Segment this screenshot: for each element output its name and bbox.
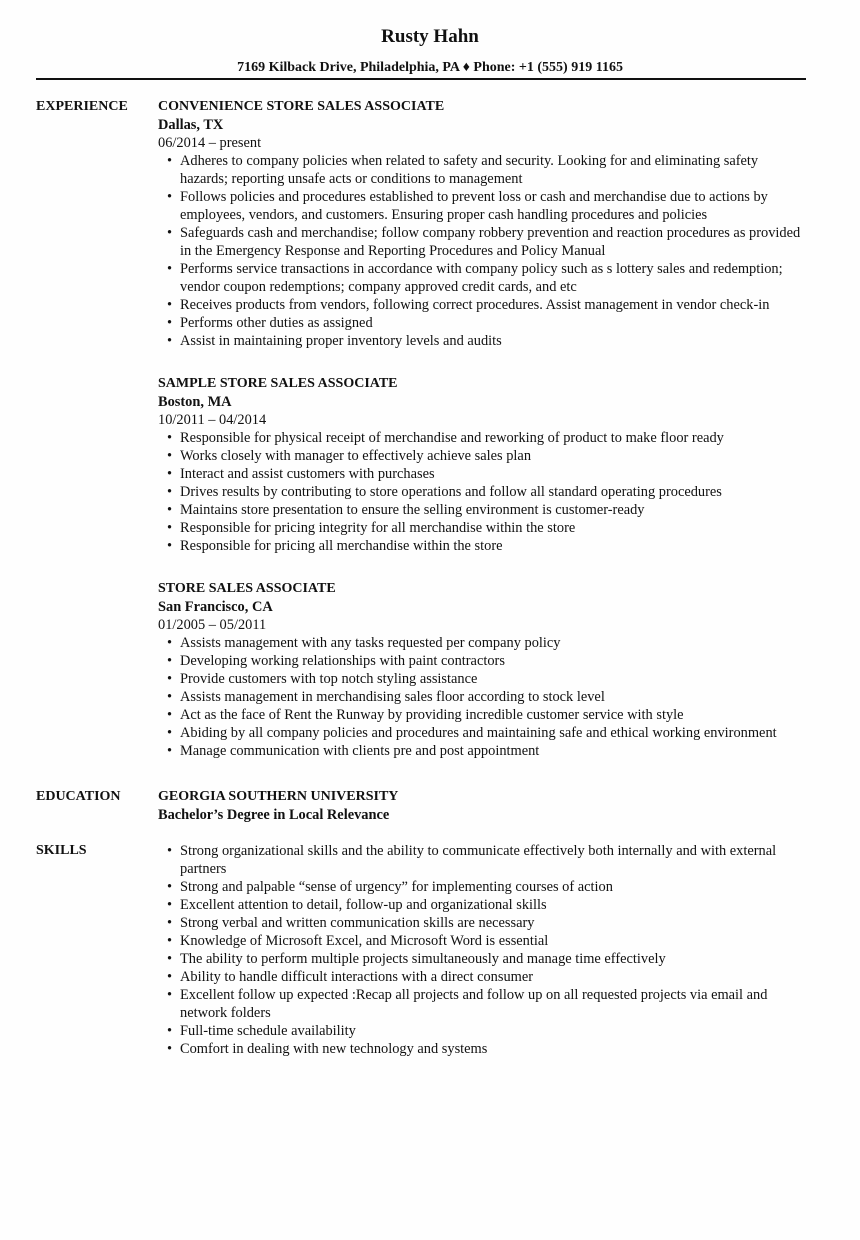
header-divider xyxy=(36,78,806,80)
job-location: San Francisco, CA xyxy=(158,599,273,615)
skills-list xyxy=(158,842,806,1058)
skill-item: • Strong organizational skills and the ability to communicate effectively both internally and with external partners xyxy=(180,842,806,878)
bullet-item: • Manage communication with clients pre and post appointment xyxy=(180,742,806,760)
job-location: Boston, MA xyxy=(158,394,232,410)
bullet-item: • Drives results by contributing to store operations and follow all standard operating procedures xyxy=(180,483,806,501)
skill-item: • Comfort in dealing with new technology and systems xyxy=(180,1040,806,1058)
section-label: EDUCATION xyxy=(36,789,121,804)
skill-item: • Knowledge of Microsoft Excel, and Microsoft Word is essential xyxy=(180,932,806,950)
bullet-item: • Safeguards cash and merchandise; follow company robbery prevention and reaction procedures as provided in the Emergency Response and Reporting Procedures and Policy Manual xyxy=(180,224,806,260)
bullet-item: • Assists management with any tasks requested per company policy xyxy=(180,634,806,652)
job-location: Dallas, TX xyxy=(158,117,224,133)
job-title: SAMPLE STORE SALES ASSOCIATE xyxy=(158,376,398,391)
bullet-item: • Abiding by all company policies and procedures and maintaining safe and ethical working environment xyxy=(180,724,806,742)
degree: Bachelor’s Degree in Local Relevance xyxy=(158,807,390,823)
job-dates: 06/2014 – present xyxy=(158,135,262,151)
section-label: SKILLS xyxy=(36,843,87,858)
bullet-item: • Performs other duties as assigned xyxy=(180,314,806,332)
skill-item: • Strong verbal and written communication skills are necessary xyxy=(180,914,806,932)
bullet-item: • Maintains store presentation to ensure the selling environment is customer-ready xyxy=(180,501,806,519)
job-bullets xyxy=(158,429,806,555)
bullet-item: • Responsible for pricing all merchandise within the store xyxy=(180,537,806,555)
job-entry xyxy=(158,98,806,350)
candidate-name: Rusty Hahn xyxy=(381,26,479,47)
job-title: CONVENIENCE STORE SALES ASSOCIATE xyxy=(158,99,445,114)
bullet-item: • Developing working relationships with paint contractors xyxy=(180,652,806,670)
skill-item: • Full-time schedule availability xyxy=(180,1022,806,1040)
contact-info: 7169 Kilback Drive, Philadelphia, PA ♦ Phone: +1 (555) 919 1165 xyxy=(237,60,623,75)
bullet-item: • Receives products from vendors, following correct procedures. Assist management in vendor check-in xyxy=(180,296,806,314)
job-bullets xyxy=(158,634,806,760)
bullet-item: • Interact and assist customers with purchases xyxy=(180,465,806,483)
skills-section xyxy=(36,842,806,1058)
bullet-item: • Performs service transactions in accordance with company policy such as s lottery sales and redemption; vendor coupon redemptions; company approved credit cards, and etc xyxy=(180,260,806,296)
skill-item: • Excellent follow up expected :Recap all projects and follow up on all requested projects via email and network folders xyxy=(180,986,806,1022)
bullet-item: • Responsible for pricing integrity for all merchandise within the store xyxy=(180,519,806,537)
bullet-item: • Follows policies and procedures established to prevent loss or cash and merchandise due to actions by employees, vendors, and customers. Ensuring proper cash handling procedures and policies xyxy=(180,188,806,224)
job-bullets xyxy=(158,152,806,350)
experience-list xyxy=(158,98,806,760)
skill-item: • The ability to perform multiple projects simultaneously and manage time effectively xyxy=(180,950,806,968)
section-label: EXPERIENCE xyxy=(36,99,128,114)
skill-item: • Ability to handle difficult interactions with a direct consumer xyxy=(180,968,806,986)
experience-section xyxy=(36,98,806,760)
resume-body xyxy=(36,98,806,1058)
job-entry xyxy=(158,375,806,555)
job-entry xyxy=(158,580,806,760)
bullet-item: • Assist in maintaining proper inventory levels and audits xyxy=(180,332,806,350)
job-title: STORE SALES ASSOCIATE xyxy=(158,581,336,596)
job-dates: 01/2005 – 05/2011 xyxy=(158,617,267,633)
bullet-item: • Provide customers with top notch styling assistance xyxy=(180,670,806,688)
education-section xyxy=(36,788,806,824)
bullet-item: • Assists management in merchandising sales floor according to stock level xyxy=(180,688,806,706)
bullet-item: • Adheres to company policies when related to safety and security. Looking for and eliminating safety hazards; reporting unsafe acts or conditions to management xyxy=(180,152,806,188)
skill-item: • Strong and palpable “sense of urgency” for implementing courses of action xyxy=(180,878,806,896)
bullet-item: • Works closely with manager to effectively achieve sales plan xyxy=(180,447,806,465)
bullet-item: • Act as the face of Rent the Runway by providing incredible customer service with style xyxy=(180,706,806,724)
job-dates: 10/2011 – 04/2014 xyxy=(158,412,267,428)
bullet-item: • Responsible for physical receipt of merchandise and reworking of product to make floor ready xyxy=(180,429,806,447)
skill-item: • Excellent attention to detail, follow-up and organizational skills xyxy=(180,896,806,914)
school-name: GEORGIA SOUTHERN UNIVERSITY xyxy=(158,789,399,804)
